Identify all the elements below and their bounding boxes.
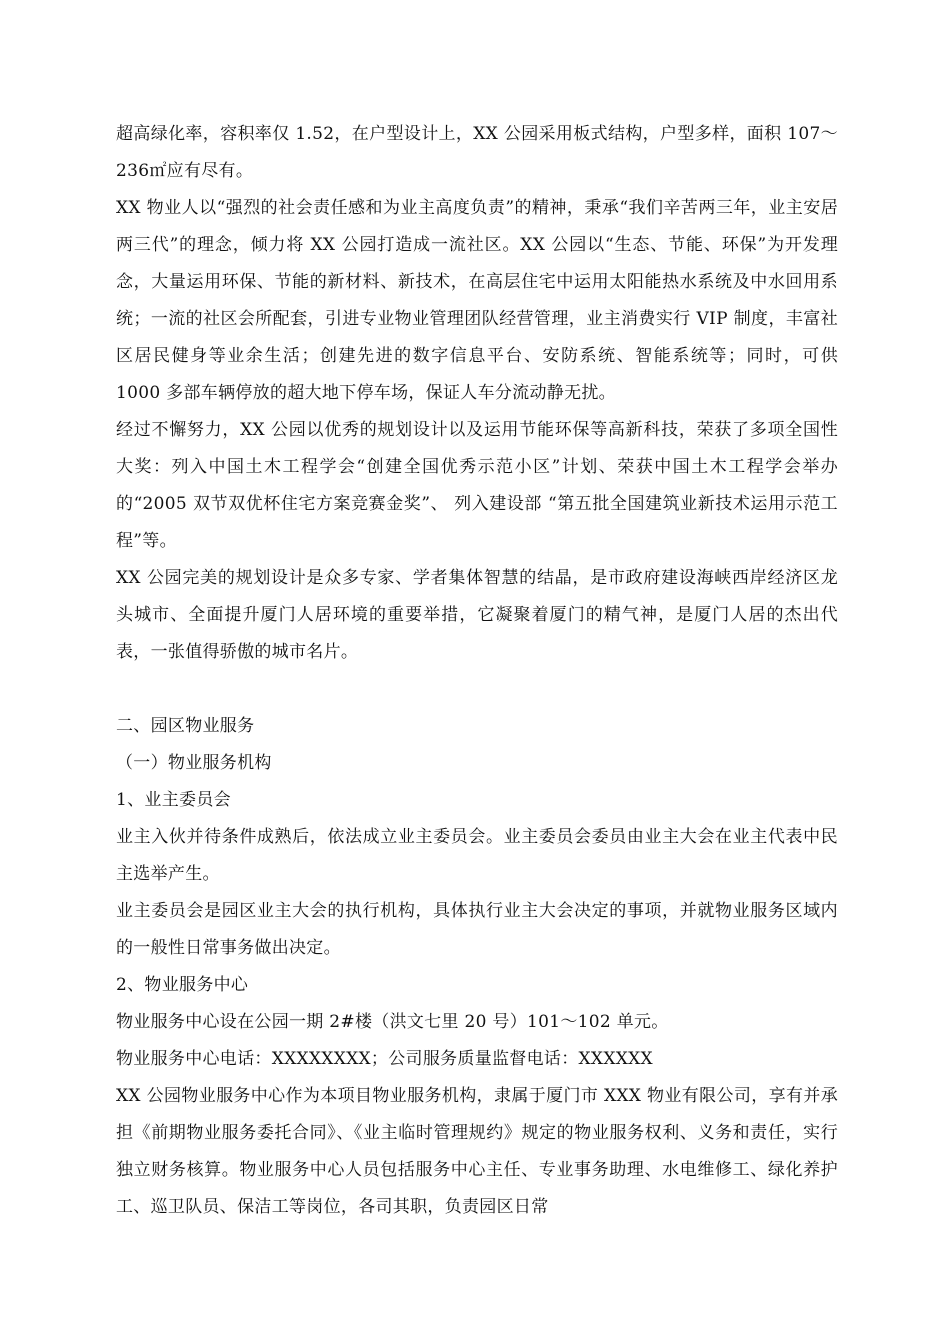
section-title: 二、园区物业服务 [116, 716, 255, 736]
paragraph-service-center-duties: XX 公园物业服务中心作为本项目物业服务机构，隶属于厦门市 XXX 物业有限公司，享有并承担《前期物业服务委托合同》、《业主临时管理规约》规定的物业服务权利、义务和责任，实行独立财务核算。物业服务中心人员包括服务中心主任、专业事务助理、水电维修工、绿化养护工、巡卫队员、保洁工等岗位，各司其职，负责园区日常 [116, 1086, 838, 1217]
paragraph-service-center-phone: 物业服务中心电话：XXXXXXXX；公司服务质量监督电话：XXXXXX [116, 1049, 653, 1069]
paragraph-city-card: XX 公园完美的规划设计是众多专家、学者集体智慧的结晶，是市政府建设海峡西岸经济区龙头城市、全面提升厦门人居环境的重要举措，它凝聚着厦门的精气神，是厦门人居的杰出代表，一张值得骄傲的城市名片。 [116, 568, 838, 662]
subsection-title: （一）物业服务机构 [116, 753, 272, 773]
item1-title: 1、业主委员会 [116, 790, 231, 810]
paragraph-awards: 经过不懈努力，XX 公园以优秀的规划设计以及运用节能环保等高新科技，荣获了多项全国性大奖：列入中国土木工程学会“创建全国优秀示范小区”计划、荣获中国土木工程学会举办的“2005 双节双优杯住宅方案竞赛金奖”、 列入建设部 “第五批全国建筑业新技术运用示范工程”等。 [116, 420, 838, 551]
paragraph-owners-committee-role: 业主委员会是园区业主大会的执行机构，具体执行业主大会决定的事项，并就物业服务区域内的一般性日常事务做出决定。 [116, 901, 838, 958]
paragraph-service-center-location: 物业服务中心设在公园一期 2#楼（洪文七里 20 号）101～102 单元。 [116, 1012, 669, 1032]
document-body [116, 116, 838, 1226]
blank-line [116, 671, 838, 708]
paragraph-owners-committee-formation: 业主入伙并待条件成熟后，依法成立业主委员会。业主委员会委员由业主大会在业主代表中民主选举产生。 [116, 827, 838, 884]
item2-title: 2、物业服务中心 [116, 975, 249, 995]
paragraph-green-rate: 超高绿化率，容积率仅 1.52，在户型设计上，XX 公园采用板式结构，户型多样，面积 107～236㎡应有尽有。 [116, 124, 838, 181]
paragraph-property-spirit: XX 物业人以“强烈的社会责任感和为业主高度负责”的精神，秉承“我们辛苦两三年，业主安居两三代”的理念，倾力将 XX 公园打造成一流社区。XX 公园以“生态、节能、环保”为开发理念，大量运用环保、节能的新材料、新技术，在高层住宅中运用太阳能热水系统及中水回用系统；一流的社区会所配套，引进专业物业管理团队经营管理，业主消费实行 VIP 制度，丰富社区居民健身等业余生活；创建先进的数字信息平台、安防系统、智能系统等；同时，可供 1000 多部车辆停放的超大地下停车场，保证人车分流动静无扰。 [116, 198, 838, 403]
